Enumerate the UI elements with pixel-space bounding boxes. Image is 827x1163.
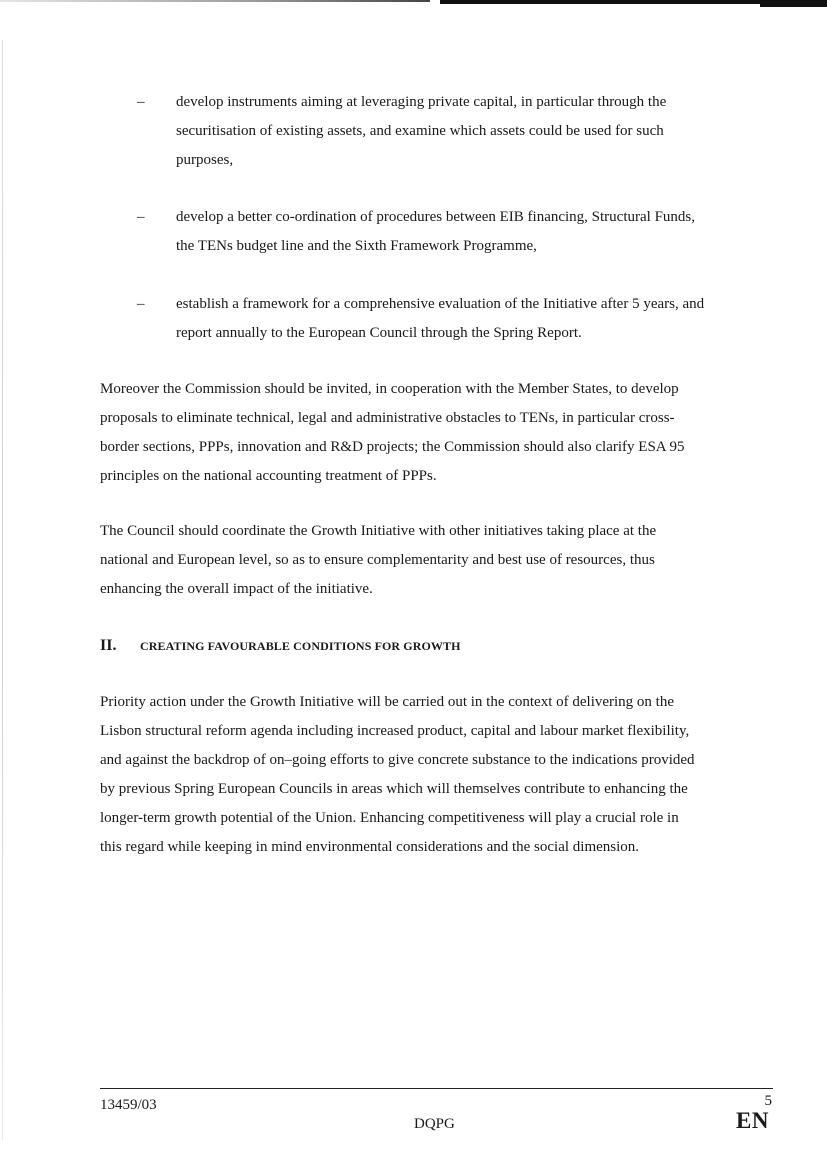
section-heading	[100, 635, 765, 657]
section-number: II.	[100, 637, 117, 654]
language-code: EN	[736, 1108, 769, 1133]
paragraph-commission	[100, 375, 765, 491]
top-rule	[0, 0, 827, 9]
paragraph-priority-action	[100, 688, 765, 862]
paragraph-line: and against the backdrop of on–going efforts to give concrete substance to the indications provided	[100, 752, 695, 768]
bullet-line: develop a better co-ordination of procedures between EIB financing, Structural Funds,	[176, 209, 696, 225]
bullet-line: develop instruments aiming at leveraging private capital, in particular through the	[176, 94, 667, 110]
bullet-dash: –	[137, 209, 145, 225]
document-number: 13459/03	[100, 1097, 157, 1113]
bullet-line: purposes,	[176, 152, 234, 168]
paragraph-line: principles on the national accounting treatment of PPPs.	[100, 468, 437, 484]
paragraph-line: proposals to eliminate technical, legal and administrative obstacles to TENs, in particular cross-	[100, 410, 675, 426]
scan-edge-line	[2, 40, 3, 1140]
paragraph-line: Priority action under the Growth Initiative will be carried out in the context of delivering on the	[100, 694, 675, 710]
page-number: 5	[764, 1093, 772, 1109]
top-rule-thick-end	[760, 2, 827, 7]
paragraph-line: border sections, PPPs, innovation and R&D projects; the Commission should also clarify ESA 95	[100, 439, 685, 455]
bullet-text	[176, 290, 776, 348]
paragraph-line: by previous Spring European Councils in areas which will themselves contribute to enhancing the	[100, 781, 688, 797]
paragraph-line: Lisbon structural reform agenda including increased product, capital and labour market flexibility,	[100, 723, 690, 739]
bullet-text	[176, 88, 776, 175]
department-code: DQPG	[414, 1116, 455, 1132]
section-title: CREATING FAVOURABLE CONDITIONS FOR GROWTH	[140, 638, 461, 653]
paragraph-line: The Council should coordinate the Growth Initiative with other initiatives taking place at the	[100, 523, 657, 539]
bullet-line: the TENs budget line and the Sixth Framework Programme,	[176, 238, 537, 254]
footer-rule	[100, 1088, 773, 1089]
top-rule-thin	[0, 0, 430, 2]
paragraph-line: enhancing the overall impact of the initiative.	[100, 581, 373, 597]
paragraph-line: longer-term growth potential of the Union. Enhancing competitiveness will play a crucial role in	[100, 810, 679, 826]
bullet-dash: –	[137, 94, 145, 110]
paragraph-line: this regard while keeping in mind environmental considerations and the social dimension.	[100, 839, 640, 855]
paragraph-council	[100, 517, 765, 604]
paragraph-line: national and European level, so as to ensure complementarity and best use of resources, thus	[100, 552, 655, 568]
bullet-line: establish a framework for a comprehensive evaluation of the Initiative after 5 years, and	[176, 296, 705, 312]
bullet-text	[176, 203, 776, 261]
paragraph-line: Moreover the Commission should be invited, in cooperation with the Member States, to develop	[100, 381, 679, 397]
bullet-line: securitisation of existing assets, and examine which assets could be used for such	[176, 123, 664, 139]
bullet-line: report annually to the European Council through the Spring Report.	[176, 325, 582, 341]
bullet-dash: –	[137, 296, 145, 312]
